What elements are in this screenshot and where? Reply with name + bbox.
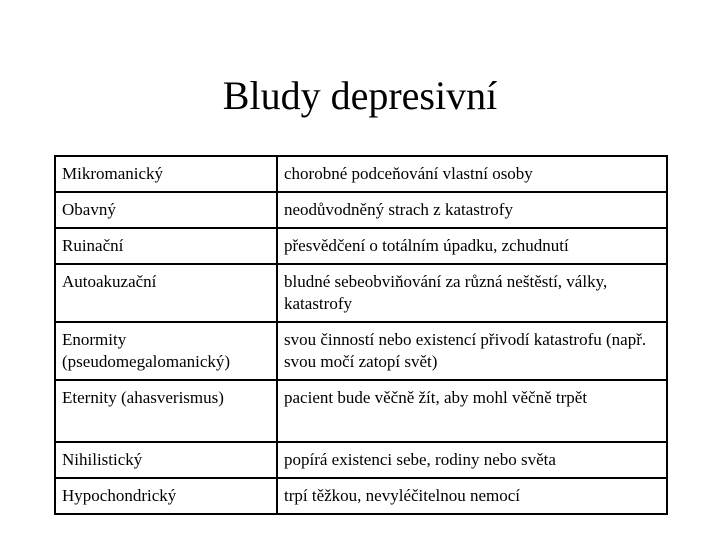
- definition-cell: neodůvodněný strach z katastrofy: [277, 192, 667, 228]
- term-cell: Ruinační: [55, 228, 277, 264]
- term-cell: Mikromanický: [55, 156, 277, 192]
- definition-cell: přesvědčení o totálním úpadku, zchudnutí: [277, 228, 667, 264]
- definition-cell: popírá existenci sebe, rodiny nebo světa: [277, 442, 667, 478]
- definition-cell: chorobné podceňování vlastní osoby: [277, 156, 667, 192]
- definition-cell: bludné sebeobviňování za různá neštěstí, války, katastrofy: [277, 264, 667, 322]
- definition-cell: trpí těžkou, nevyléčitelnou nemocí: [277, 478, 667, 514]
- table-row: [55, 442, 667, 478]
- table-row: [55, 228, 667, 264]
- table-row: [55, 478, 667, 514]
- definition-cell: svou činností nebo existencí přivodí katastrofu (např. svou močí zatopí svět): [277, 322, 667, 380]
- term-cell: Nihilistický: [55, 442, 277, 478]
- term-cell: Obavný: [55, 192, 277, 228]
- slide-title: Bludy depresivní: [222, 73, 498, 118]
- term-cell: Enormity (pseudomegalomanický): [55, 322, 277, 380]
- delusion-types-table: [54, 155, 668, 515]
- table-row: [55, 192, 667, 228]
- table-row: [55, 156, 667, 192]
- table-row: [55, 380, 667, 442]
- term-cell: Autoakuzační: [55, 264, 277, 322]
- table-row: [55, 264, 667, 322]
- term-cell: Eternity (ahasverismus): [55, 380, 277, 442]
- definition-cell: pacient bude věčně žít, aby mohl věčně trpět: [277, 380, 667, 442]
- table-row: [55, 322, 667, 380]
- term-cell: Hypochondrický: [55, 478, 277, 514]
